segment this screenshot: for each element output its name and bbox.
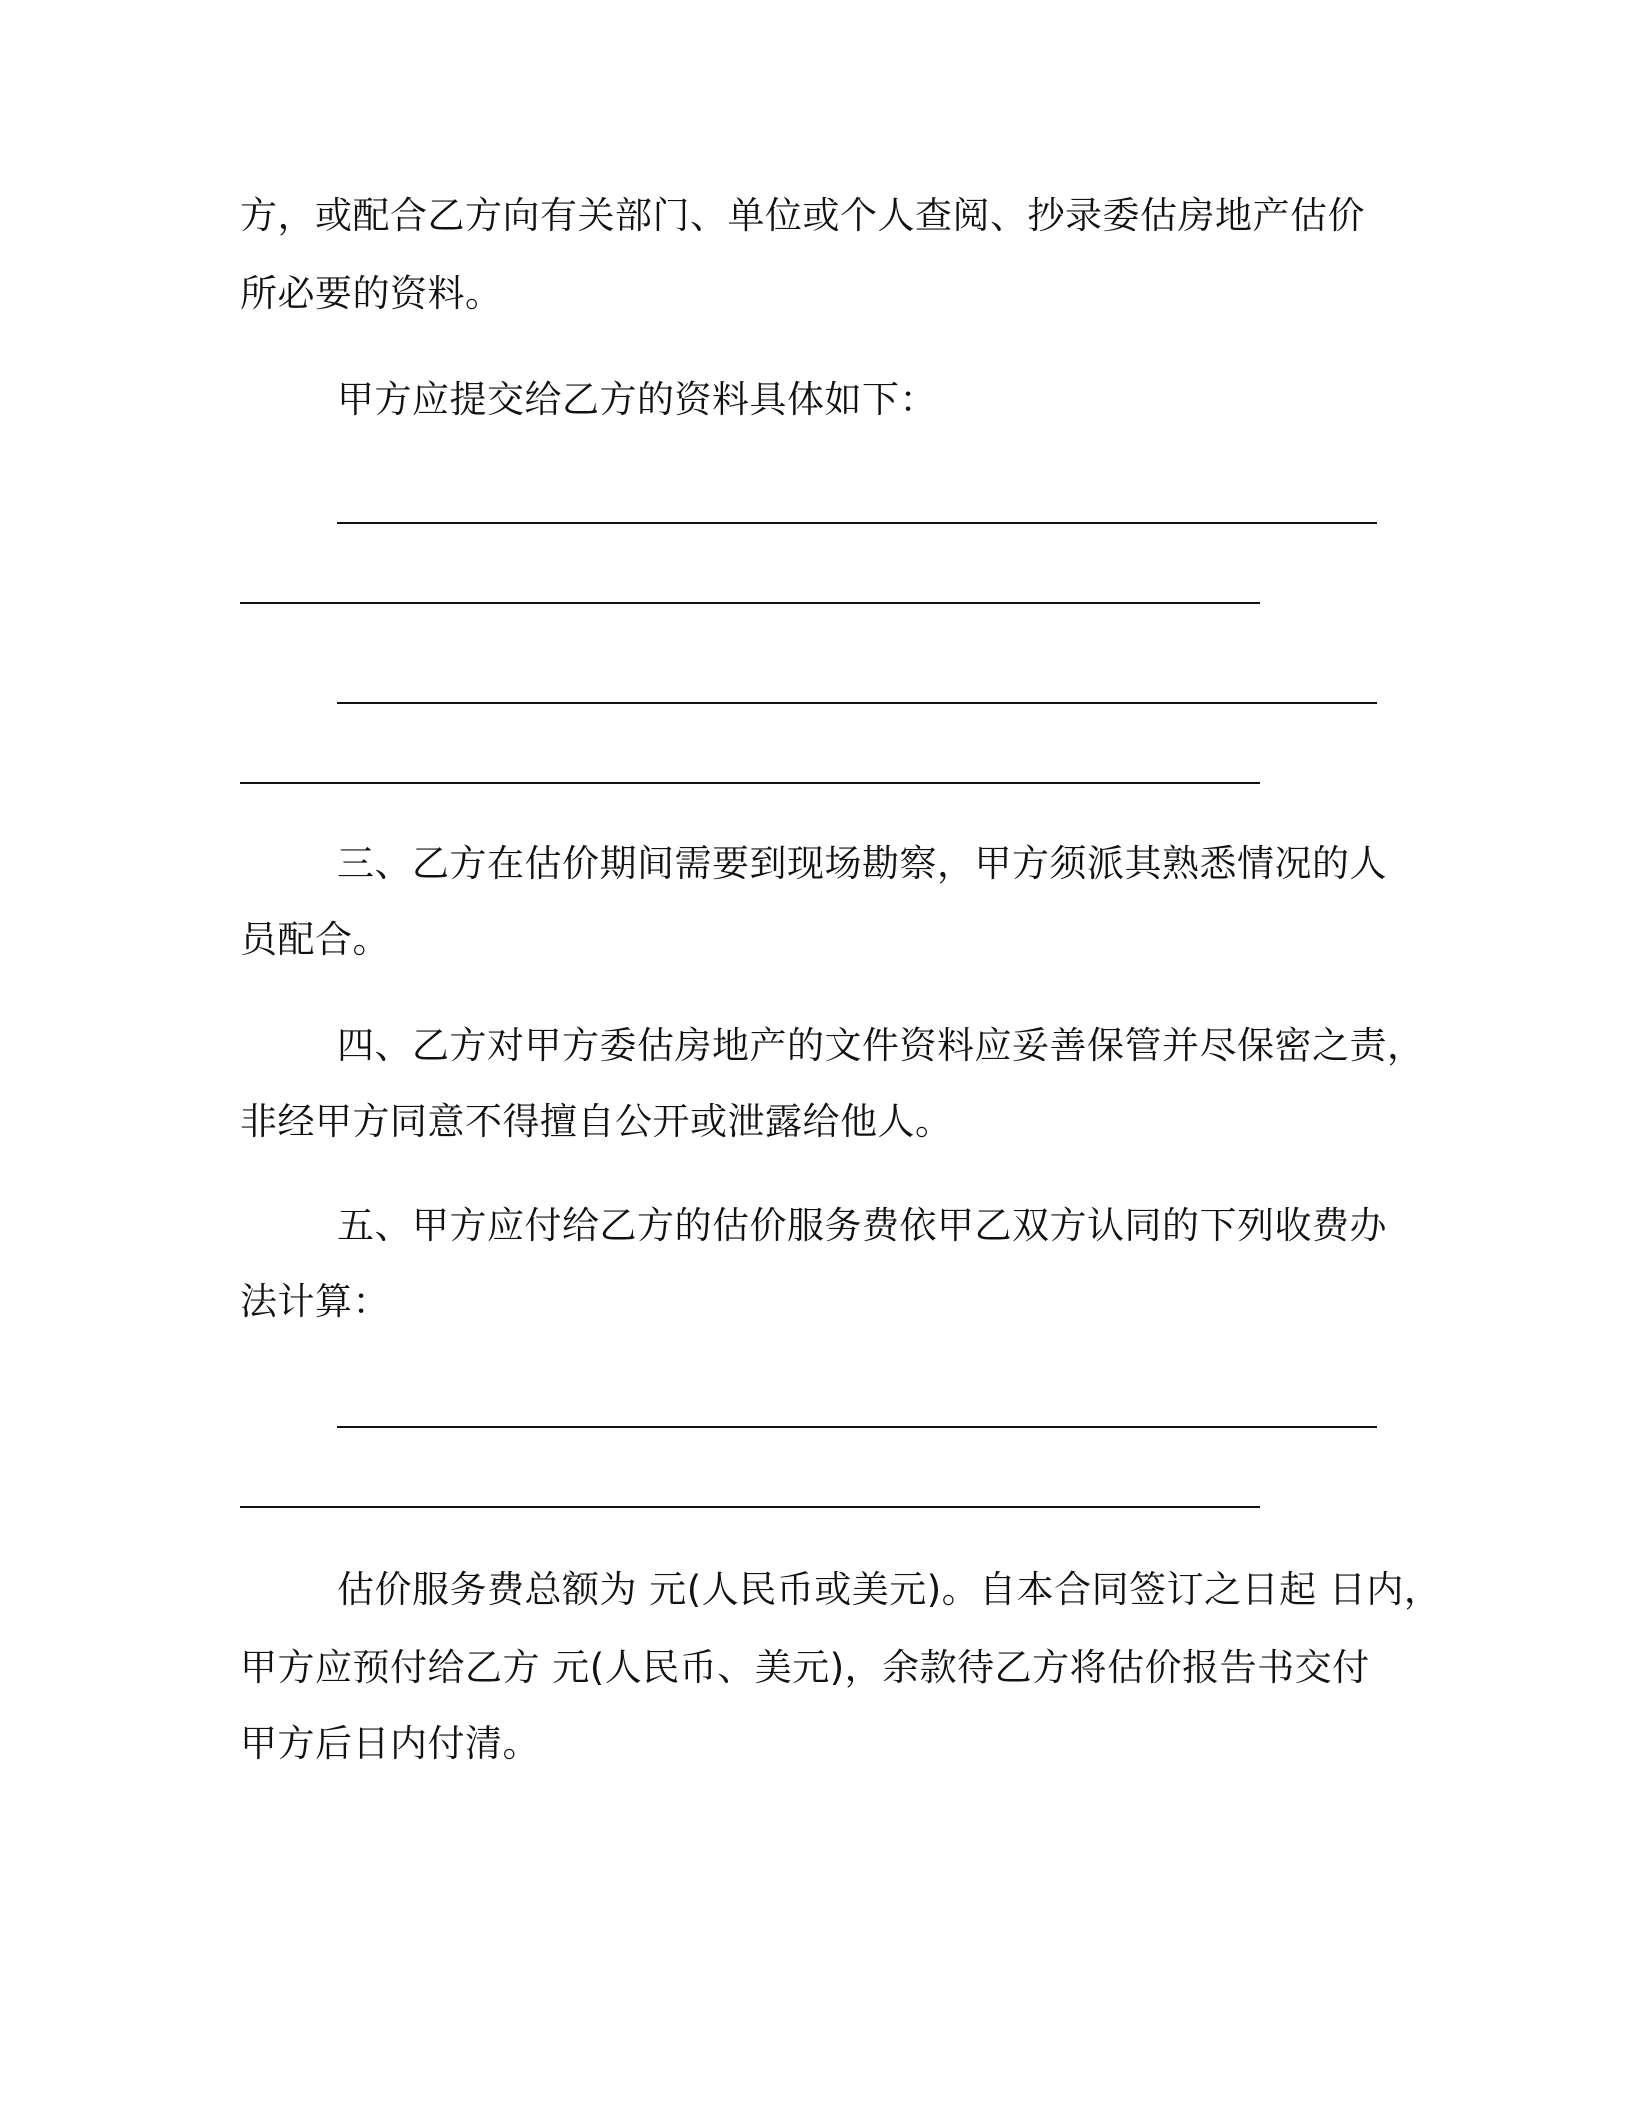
fill-in-blank-line [240,1506,1260,1508]
text-line: 甲方应提交给乙方的资料具体如下： [337,378,937,421]
fill-in-blank-line [240,782,1260,784]
text-line: 所必要的资料。 [240,272,503,315]
text-line: 四、乙方对甲方委估房地产的文件资料应妥善保管并尽保密之责， [337,1024,1425,1067]
fill-in-blank-line [337,522,1377,524]
text-line: 甲方应预付给乙方 元(人民币、美元)，余款待乙方将估价报告书交付 [240,1646,1370,1689]
fill-in-blank-line [337,702,1377,704]
text-line: 五、甲方应付给乙方的估价服务费依甲乙双方认同的下列收费办 [337,1204,1387,1247]
text-line: 三、乙方在估价期间需要到现场勘察，甲方须派其熟悉情况的人 [337,842,1387,885]
text-line: 估价服务费总额为 元(人民币或美元)。自本合同签订之日起 日内， [337,1568,1442,1611]
text-line: 非经甲方同意不得擅自公开或泄露给他人。 [240,1100,953,1143]
fill-in-blank-line [337,1426,1377,1428]
text-line: 员配合。 [240,918,390,961]
text-line: 甲方后日内付清。 [240,1722,540,1765]
text-line: 法计算： [240,1280,390,1323]
fill-in-blank-line [240,602,1260,604]
text-line: 方，或配合乙方向有关部门、单位或个人查阅、抄录委估房地产估价 [240,194,1365,237]
